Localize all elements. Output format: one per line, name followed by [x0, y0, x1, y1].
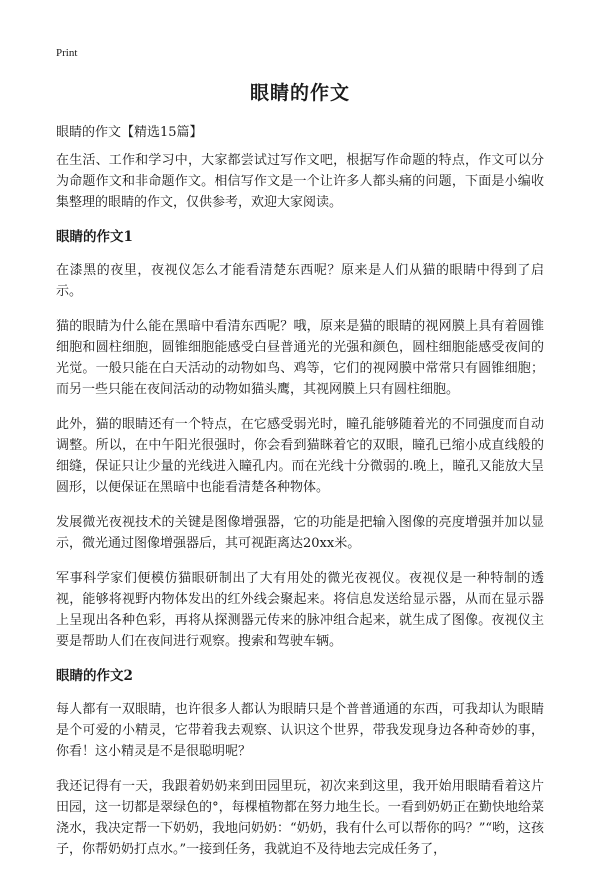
paragraph: 发展微光夜视技术的关键是图像增强器，它的功能是把输入图像的亮度增强并加以显示，微光通过图像增强器后，其可视距离达20xx米。 [56, 515, 544, 551]
paragraph: 此外，猫的眼睛还有一个特点，在它感受弱光时，瞳孔能够随着光的不同强度而自动调整。所以，在中午阳光很强时，你会看到猫眯着它的双眼，瞳孔已缩小成直线般的细缝，保证只让少量的光线进入瞳孔内。而在光线十分微弱的.晚上，瞳孔又能放大呈圆形，以便保证在黑暗中也能看清楚各种物体。 [56, 417, 544, 495]
paragraph: 猫的眼睛为什么能在黑暗中看清东西呢？哦，原来是猫的眼睛的视网膜上具有着圆锥细胞和圆柱细胞，圆锥细胞能感受白昼普通光的光强和颜色，圆柱细胞能感受夜间的光觉。一般只能在白天活动的动物如鸟、鸡等，它们的视网膜中常常只有圆锥细胞；而另一些只能在夜间活动的动物如猫头鹰，其视网膜上只有圆柱细胞。 [56, 319, 544, 397]
print-link[interactable]: Print [56, 47, 78, 59]
paragraph: 我还记得有一天，我跟着奶奶来到田园里玩，初次来到这里，我开始用眼睛看着这片田园，这一切都是翠绿色的°，每棵植物都在努力地生长。一看到奶奶正在勤快地给菜浇水，我决定帮一下奶奶，我地问奶奶：“奶奶，我有什么可以帮你的吗？”“哟，这孩子，你帮奶奶打点水。”一接到任务，我就迫不及待地去完成任务了， [56, 779, 544, 857]
page-subtitle: 眼睛的作文【精选15篇】 [56, 125, 203, 140]
section-heading: 眼睛的作文1 [56, 229, 133, 245]
intro-paragraph: 在生活、工作和学习中，大家都尝试过写作文吧，根据写作命题的特点，作文可以分为命题作文和非命题作文。相信写作文是一个让许多人都头痛的问题，下面是小编收集整理的眼睛的作文，仅供参考，欢迎大家阅读。 [56, 153, 544, 210]
paragraph: 每人都有一双眼睛，也许很多人都认为眼睛只是个普普通通的东西，可我却认为眼睛是个可爱的小精灵，它带着我去观察、认识这个世界，带我发现身边各种奇妙的事，你看！这小精灵是不是很聪明呢？ [56, 702, 544, 759]
page-title: 眼睛的作文 [249, 82, 350, 104]
document-body [56, 150, 544, 874]
paragraph: 在漆黑的夜里，夜视仪怎么才能看清楚东西呢？原来是人们从猫的眼睛中得到了启示。 [56, 263, 544, 299]
paragraph: 军事科学家们便模仿猫眼研制出了大有用处的微光夜视仪。夜视仪是一种特制的透视，能够将视野内物体发出的红外线会聚起来。将信息发送给显示器，从而在显示器上呈现出各种色彩，再将从探测器元传来的脉冲组合起来，就生成了图像。夜视仪主要是帮助人们在夜间进行观察。搜索和驾驶车辆。 [56, 571, 544, 649]
section-heading: 眼睛的作文2 [56, 668, 133, 684]
